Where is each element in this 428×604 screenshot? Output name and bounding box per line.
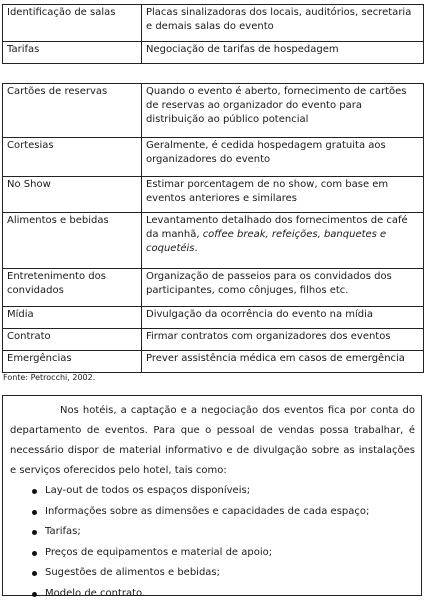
row-description: Placas sinalizadoras dos locais, auditórios, secretaria e demais salas do evento [142, 5, 424, 42]
row-description: Negociação de tarifas de hospedagem [142, 42, 424, 64]
row-description: Geralmente, é cedida hospedagem gratuita aos organizadores do evento [142, 138, 424, 177]
desc-text: Levantamento detalhado dos fornecimentos de café da manhã, [146, 215, 408, 240]
row-label: Contrato [3, 329, 142, 351]
row-description: Estimar porcentagem de no show, com base em eventos anteriores e similares [142, 177, 424, 213]
bullet-icon [32, 592, 37, 597]
row-label: Entretenimento dos convidados [3, 269, 142, 307]
table-row [3, 138, 424, 177]
row-label: Cartões de reservas [3, 84, 142, 138]
text-box [2, 395, 422, 596]
row-label: Alimentos e bebidas [3, 213, 142, 269]
bullet-icon [32, 510, 37, 515]
list-item [32, 563, 415, 584]
source-caption: Fonte: Petrocchi, 2002. [3, 373, 95, 382]
row-description: Divulgação da ocorrência do evento na mídia [142, 307, 424, 329]
list-item [32, 584, 415, 604]
row-description: Firmar contratos com organizadores dos eventos [142, 329, 424, 351]
row-label: Identificação de salas [3, 5, 142, 42]
table-row [3, 42, 424, 64]
list-item-text: Tarifas; [45, 526, 81, 537]
desc-italic-text: coffee break, refeições, banquetes e coquetéis [146, 229, 386, 254]
row-description: Quando o evento é aberto, fornecimento de cartões de reservas ao organizador do evento para distribuição ao público potencial [142, 84, 424, 138]
table-row [3, 213, 424, 269]
row-label: Tarifas [3, 42, 142, 64]
box-paragraph: Nos hotéis, a captação e a negociação dos eventos fica por conta do departamento de eventos. Para que o pessoal de vendas possa trabalhar, é necessário dispor de material informativo e de divulgação sobre as instalações e serviços oferecidos pelo hotel, tais como: [10, 401, 415, 481]
row-label: Mídia [3, 307, 142, 329]
list-item-text: Sugestões de alimentos e bebidas; [45, 567, 220, 578]
table-row [3, 269, 424, 307]
table-row [3, 177, 424, 213]
row-description: Prever assistência médica em casos de emergência [142, 351, 424, 373]
list-item-text: Lay-out de todos os espaços disponíveis; [45, 485, 250, 496]
table-row [3, 329, 424, 351]
table-row [3, 351, 424, 373]
row-description: Organização de passeios para os convidados dos participantes, como cônjuges, filhos etc. [142, 269, 424, 307]
bullet-list [10, 481, 415, 604]
list-item-text: Informações sobre as dimensões e capacidades de cada espaço; [45, 506, 369, 517]
row-label: No Show [3, 177, 142, 213]
bullet-icon [32, 530, 37, 535]
table-servicos-eventos [2, 83, 424, 373]
row-label: Cortesias [3, 138, 142, 177]
list-item [32, 543, 415, 564]
list-item [32, 522, 415, 543]
table-row [3, 307, 424, 329]
row-label: Emergências [3, 351, 142, 373]
list-item-text: Modelo de contrato. [45, 588, 145, 599]
list-item-text: Preços de equipamentos e material de apoio; [45, 547, 272, 558]
list-item [32, 502, 415, 523]
row-description [142, 213, 424, 269]
table-row [3, 5, 424, 42]
list-item [32, 481, 415, 502]
bullet-icon [32, 489, 37, 494]
table-row [3, 84, 424, 138]
desc-end: . [195, 243, 198, 254]
bullet-icon [32, 571, 37, 576]
bullet-icon [32, 551, 37, 556]
table-sinalizacao-tarifas [2, 4, 424, 64]
